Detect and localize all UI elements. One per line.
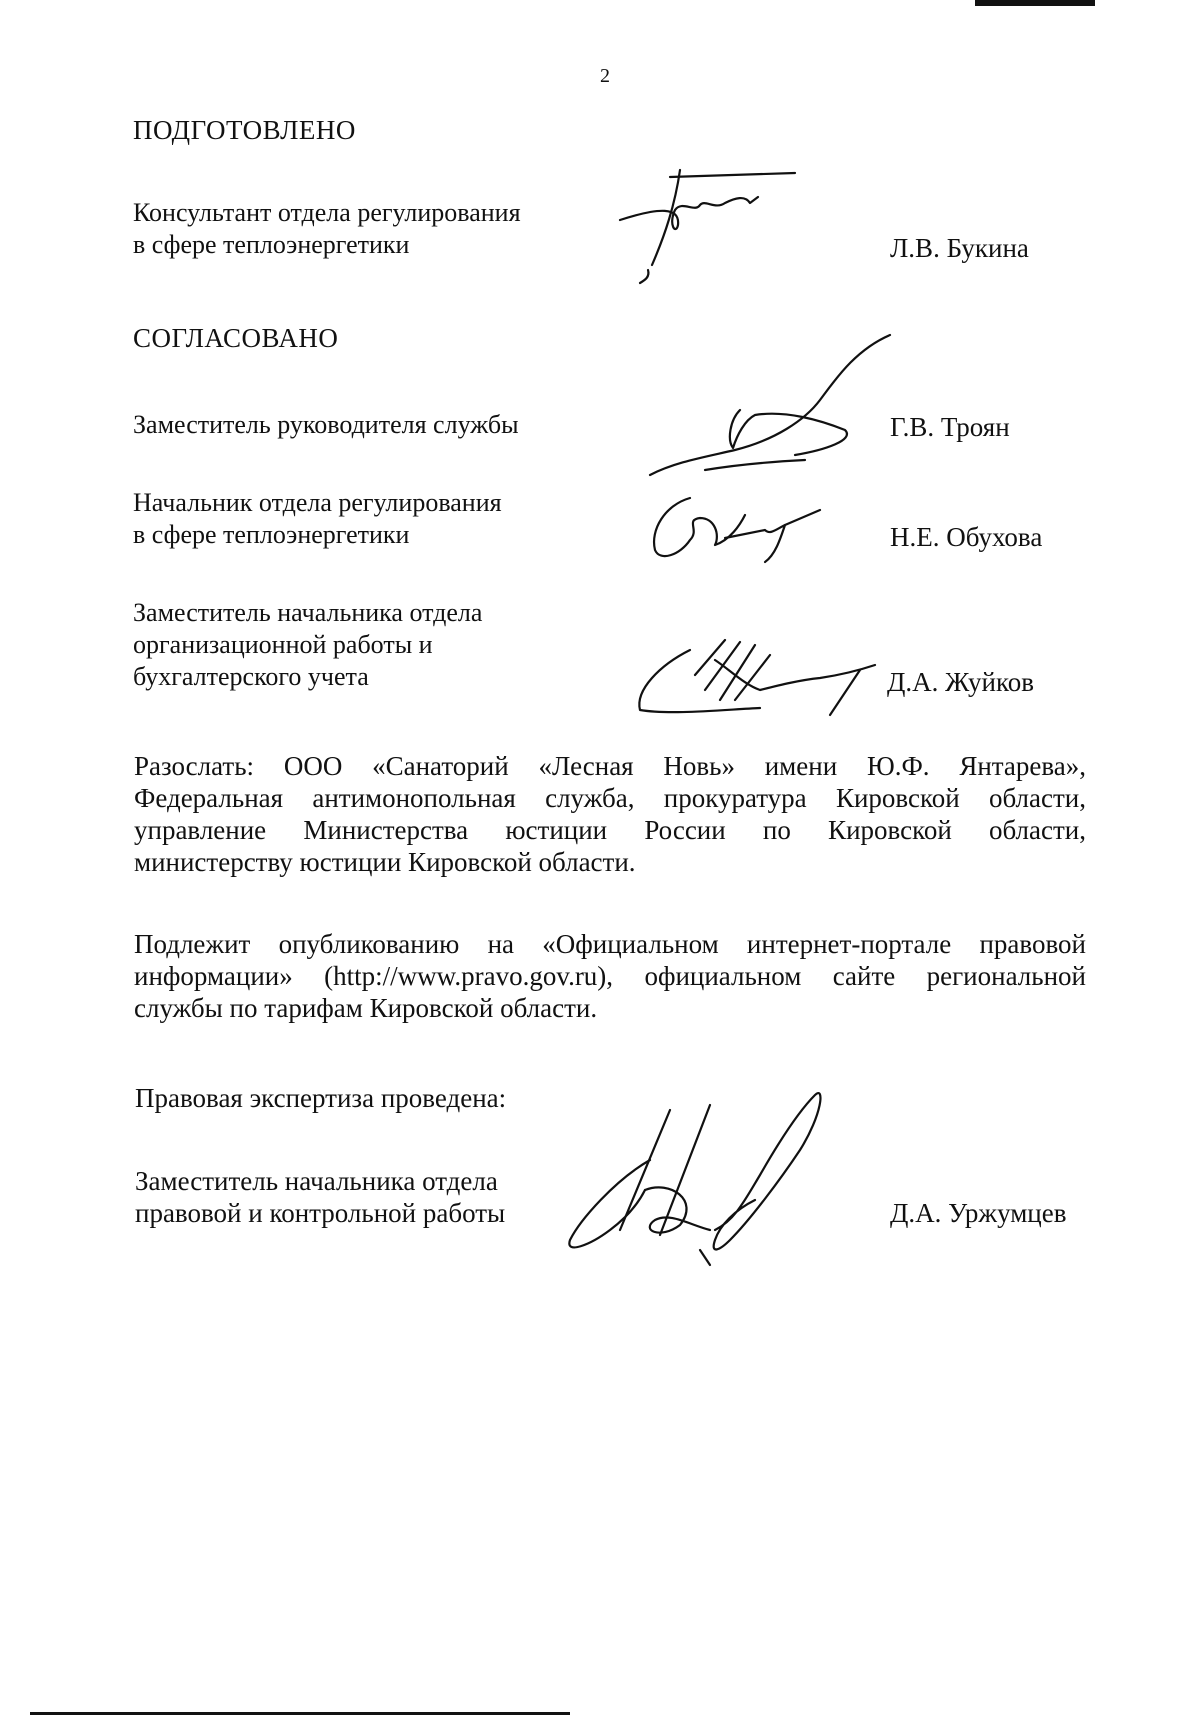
page-number: 2 [600, 65, 610, 87]
distribution-line: управление Министерства юстиции России по Кировской области, [134, 815, 1086, 845]
signer-position-line: Консультант отдела регулирования [133, 198, 521, 227]
signature-zhuikov [630, 630, 880, 720]
scan-artifact-bottom [30, 1712, 570, 1715]
signer-position-line: в сфере теплоэнергетики [133, 520, 410, 549]
signer-position-line: в сфере теплоэнергетики [133, 230, 410, 259]
signer-position-line: Начальник отдела регулирования [133, 488, 502, 517]
signer-name: Д.А. Жуйков [887, 667, 1034, 697]
legal-review-heading: Правовая экспертиза проведена: [135, 1083, 507, 1113]
signer-position-line: Заместитель начальника отдела [133, 598, 483, 627]
signer-position-line: правовой и контрольной работы [135, 1198, 506, 1228]
signer-position-line: организационной работы и [133, 630, 433, 659]
signer-position-line: Заместитель начальника отдела [135, 1166, 498, 1196]
signer-name: Д.А. Уржумцев [890, 1198, 1067, 1228]
signer-name: Л.В. Букина [890, 233, 1029, 263]
distribution-line: Разослать: ООО «Санаторий «Лесная Новь» имени Ю.Ф. Янтарева», [134, 751, 1086, 781]
signer-position-line: Заместитель руководителя службы [133, 410, 519, 439]
signature-troyan [645, 330, 895, 480]
signature-obukhova [645, 490, 825, 565]
publication-line: информации» (http://www.pravo.gov.ru), официальном сайте региональной [134, 961, 1086, 991]
signer-position-line: бухгалтерского учета [133, 662, 369, 691]
signature-bukina [620, 165, 810, 290]
publication-line: Подлежит опубликованию на «Официальном интернет-портале правовой [134, 929, 1086, 959]
signer-name: Г.В. Троян [890, 412, 1010, 442]
prepared-heading: ПОДГОТОВЛЕНО [133, 115, 356, 145]
agreed-heading: СОГЛАСОВАНО [133, 323, 339, 353]
distribution-line: министерству юстиции Кировской области. [134, 847, 636, 877]
publication-paragraph [134, 928, 1086, 1024]
publication-line: службы по тарифам Кировской области. [134, 993, 598, 1023]
distribution-line: Федеральная антимонопольная служба, прокуратура Кировской области, [134, 783, 1086, 813]
scan-artifact-top [975, 0, 1095, 6]
signature-urzhumtsev [560, 1080, 850, 1270]
distribution-paragraph [134, 750, 1086, 878]
signer-name: Н.Е. Обухова [890, 522, 1043, 552]
